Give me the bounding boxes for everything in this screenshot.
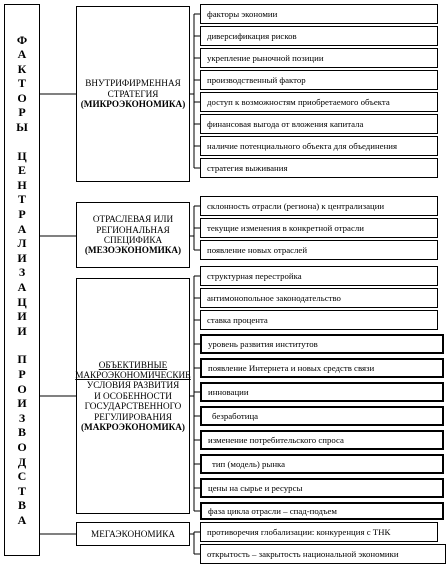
- title-letter: А: [17, 280, 27, 294]
- title-letter: З: [18, 265, 26, 280]
- factor-item: [200, 114, 438, 134]
- title-letter: И: [17, 309, 27, 324]
- title-letter: О: [17, 439, 27, 454]
- group-label: РЕГУЛИРОВАНИЯ: [94, 411, 172, 422]
- group-label: ВНУТРИФИРМЕННАЯ: [85, 78, 181, 89]
- group-box-meso: [76, 202, 190, 268]
- title-letter: Р: [18, 366, 26, 381]
- factor-item: [200, 136, 438, 156]
- group-label: (МАКРОЭКОНОМИКА): [80, 422, 185, 433]
- item-label: диверсификация рисков: [207, 31, 297, 41]
- factor-item: [200, 92, 438, 112]
- title-letter: В: [17, 498, 26, 513]
- title-letter: Н: [17, 177, 27, 192]
- group-label: СТРАТЕГИЯ: [107, 88, 159, 99]
- factor-item: [200, 334, 444, 354]
- item-label: финансовая выгода от вложения капитала: [207, 119, 364, 129]
- factor-item: [200, 310, 438, 330]
- item-label: укрепление рыночной позиции: [207, 53, 324, 63]
- factor-item: [200, 358, 444, 378]
- item-label: уровень развития институтов: [208, 339, 318, 349]
- title-letter: И: [17, 323, 27, 338]
- factor-item: [200, 4, 438, 24]
- title-letter: Е: [17, 163, 26, 178]
- title-letter: Т: [17, 76, 26, 91]
- factor-item: [200, 406, 444, 426]
- title-letter: Л: [17, 236, 27, 251]
- title-letter: А: [17, 47, 27, 62]
- title-letter: И: [17, 250, 27, 265]
- title-letter: А: [17, 512, 27, 527]
- group-label: (МЕЗОЭКОНОМИКА): [84, 245, 182, 256]
- group-box-micro: [76, 6, 190, 182]
- title-letter: Ц: [17, 148, 27, 163]
- title-letter: З: [18, 410, 26, 425]
- factor-item: [200, 196, 438, 216]
- group-label: МАКРОЭКОНОМИЧЕСКИЕ: [75, 369, 191, 380]
- title-letter: Т: [17, 192, 26, 207]
- group-label: ОТРАСЛЕВАЯ ИЛИ: [92, 214, 174, 225]
- item-label: инновации: [208, 387, 249, 397]
- title-letter: Ф: [16, 32, 28, 47]
- factor-item: [200, 544, 446, 564]
- item-label: открытость – закрытость национальной экономики: [207, 549, 399, 559]
- factor-item: [200, 288, 438, 308]
- item-label: ставка процента: [207, 315, 268, 325]
- factor-item: [200, 26, 438, 46]
- item-label: стратегия выживания: [207, 163, 288, 173]
- title-letter: Р: [18, 105, 26, 120]
- factor-item: [200, 502, 444, 520]
- group-label: (МИКРОЭКОНОМИКА): [80, 99, 186, 110]
- factor-item: [200, 240, 438, 260]
- item-label: фаза цикла отрасли – спад-подъем: [208, 506, 337, 516]
- item-label: структурная перестройка: [207, 271, 302, 281]
- item-label: появление Интернета и новых средств связи: [208, 363, 375, 373]
- item-label: доступ к возможностям приобретаемого объекта: [207, 97, 390, 107]
- item-label: безработица: [212, 411, 259, 421]
- factor-item: [200, 218, 438, 238]
- title-letter: Ц: [17, 294, 27, 309]
- title-letter: О: [17, 90, 27, 105]
- factor-item: [200, 158, 438, 178]
- group-label: ГОСУДАРСТВЕННОГО: [84, 401, 182, 412]
- title-letter: Ы: [16, 120, 28, 135]
- item-label: изменение потребительского спроса: [208, 435, 344, 445]
- group-label: СПЕЦИФИКА: [103, 235, 163, 245]
- item-label: наличие потенциального объекта для объединения: [207, 141, 398, 151]
- factor-item: [200, 430, 444, 450]
- title-letter: С: [17, 469, 27, 484]
- group-label: МЕГАЭКОНОМИКА: [91, 528, 175, 539]
- title-letter: О: [17, 381, 27, 396]
- title-letter: В: [17, 425, 26, 440]
- group-box-macro: [76, 278, 190, 514]
- group-label: И ОСОБЕННОСТИ: [94, 390, 172, 401]
- item-label: текущие изменения в конкретной отрасли: [207, 223, 364, 233]
- group-label: УСЛОВИЯ РАЗВИТИЯ: [86, 380, 180, 391]
- factor-item: [200, 266, 438, 286]
- item-label: противоречия глобализации: конкуренция с ТНК: [207, 527, 391, 537]
- title-letter: Д: [17, 454, 27, 469]
- item-label: склонность отрасли (региона) к централизации: [207, 201, 385, 211]
- group-label: ОБЪЕКТИВНЫЕ: [98, 359, 168, 370]
- title-letter: А: [17, 221, 27, 236]
- factor-item: [200, 522, 438, 542]
- item-label: антимонопольное законодательство: [207, 293, 341, 303]
- factor-item: [200, 382, 444, 402]
- group-label: РЕГИОНАЛЬНАЯ: [96, 224, 170, 235]
- title-letter: Т: [17, 483, 26, 498]
- main-title: [4, 4, 40, 556]
- item-label: факторы экономии: [207, 9, 278, 19]
- factor-item: [200, 70, 438, 90]
- item-label: производственный фактор: [207, 75, 306, 85]
- factor-item: [200, 48, 438, 68]
- title-letter: Р: [18, 207, 26, 222]
- group-box-mega: [76, 522, 190, 546]
- title-letter: И: [17, 396, 27, 411]
- factor-item: [200, 454, 444, 474]
- item-label: появление новых отраслей: [207, 245, 308, 255]
- item-label: тип (модель) рынка: [212, 459, 286, 469]
- factor-item: [200, 478, 444, 498]
- title-letter: К: [17, 61, 27, 76]
- title-letter: П: [17, 352, 27, 367]
- item-label: цены на сырье и ресурсы: [208, 483, 303, 493]
